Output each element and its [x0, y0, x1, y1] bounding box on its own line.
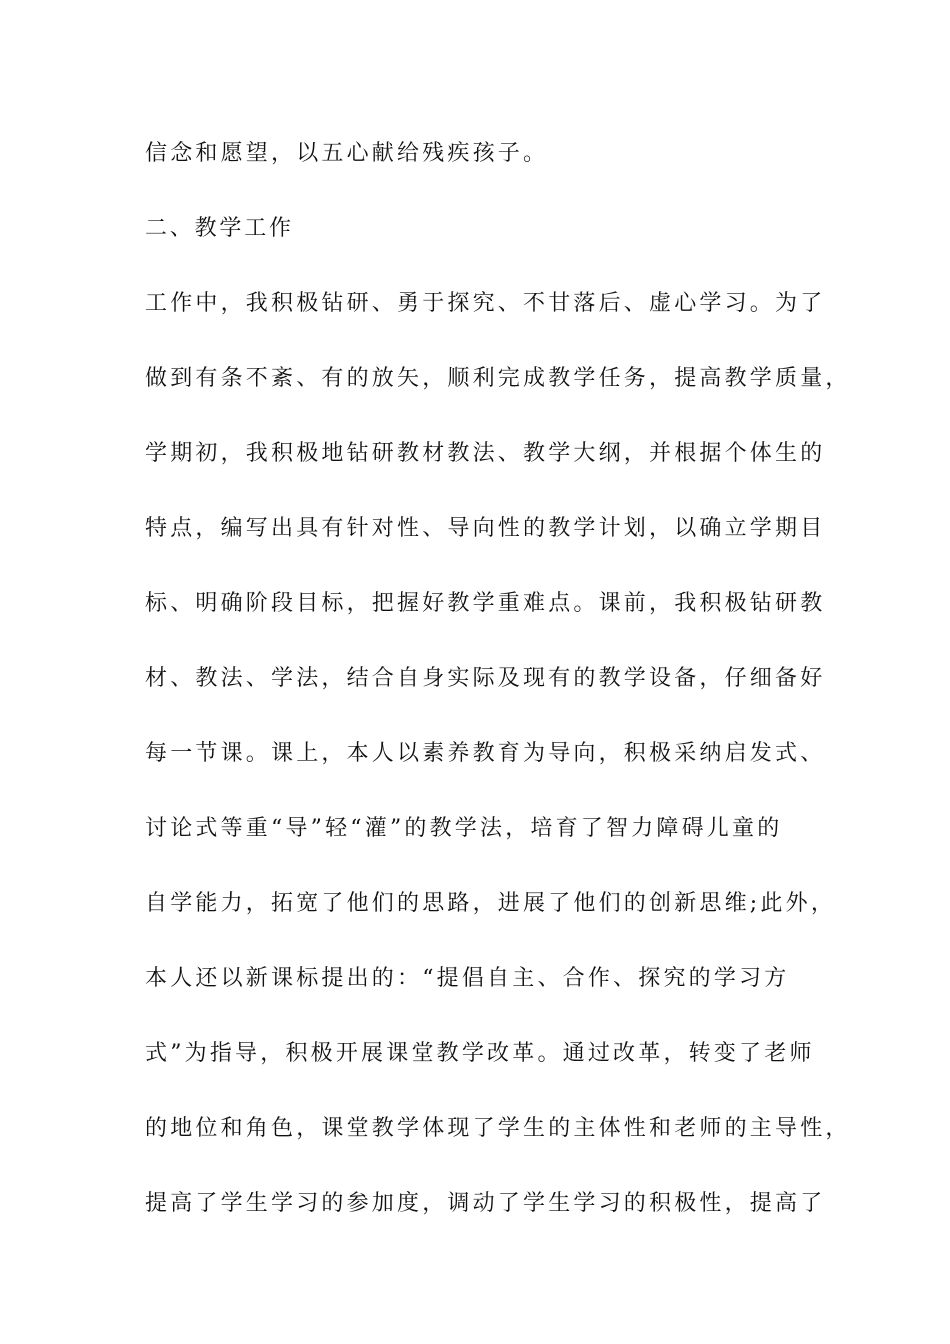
text-line: [145, 548, 835, 586]
text-line: 讨论式等重“导”轻“灌”的教学法，培育了智力障碍儿童的: [145, 816, 783, 841]
text-line: [145, 473, 835, 511]
text-line: 信念和愿望，以五心献给残疾孩子。: [145, 141, 549, 166]
document-body: [145, 135, 851, 1223]
text-line: 做到有条不紊、有的放矢，顺利完成教学任务，提高教学质量，: [145, 366, 851, 391]
text-line: 工作中，我积极钻研、勇于探究、不甘落后、虚心学习。为了: [145, 291, 826, 316]
text-line: 式”为指导，积极开展课堂教学改革。通过改革，转变了老师: [145, 1041, 815, 1066]
text-line: 提高了学生学习的参加度，调动了学生学习的积极性，提高了: [145, 1191, 826, 1216]
text-line: 自学能力，拓宽了他们的思路，进展了他们的创新思维;此外，: [145, 891, 837, 916]
text-line: [145, 1073, 835, 1111]
text-line: [145, 848, 835, 886]
text-line: 特点，编写出具有针对性、导向性的教学计划，以确立学期目: [145, 516, 826, 541]
text-line: [145, 698, 835, 736]
text-line: 的地位和角色，课堂教学体现了学生的主体性和老师的主导性，: [145, 1116, 851, 1141]
text-line: [145, 248, 835, 286]
text-line: [145, 998, 835, 1036]
text-line: [145, 773, 835, 811]
text-line: [145, 173, 835, 211]
text-line: 本人还以新课标提出的：“提倡自主、合作、探究的学习方: [145, 966, 790, 991]
text-line: [145, 623, 835, 661]
text-line: [145, 323, 835, 361]
section-heading: 二、教学工作: [145, 216, 294, 241]
text-line: 学期初，我积极地钻研教材教法、教学大纲，并根据个体生的: [145, 441, 826, 466]
text-line: 每一节课。课上，本人以素养教育为导向，积极采纳启发式、: [145, 741, 826, 766]
text-line: [145, 398, 835, 436]
text-line: 材、教法、学法，结合自身实际及现有的教学设备，仔细备好: [145, 666, 826, 691]
text-line: [145, 1148, 835, 1186]
text-line: [145, 923, 835, 961]
text-line: 标、明确阶段目标，把握好教学重难点。课前，我积极钻研教: [145, 591, 826, 616]
